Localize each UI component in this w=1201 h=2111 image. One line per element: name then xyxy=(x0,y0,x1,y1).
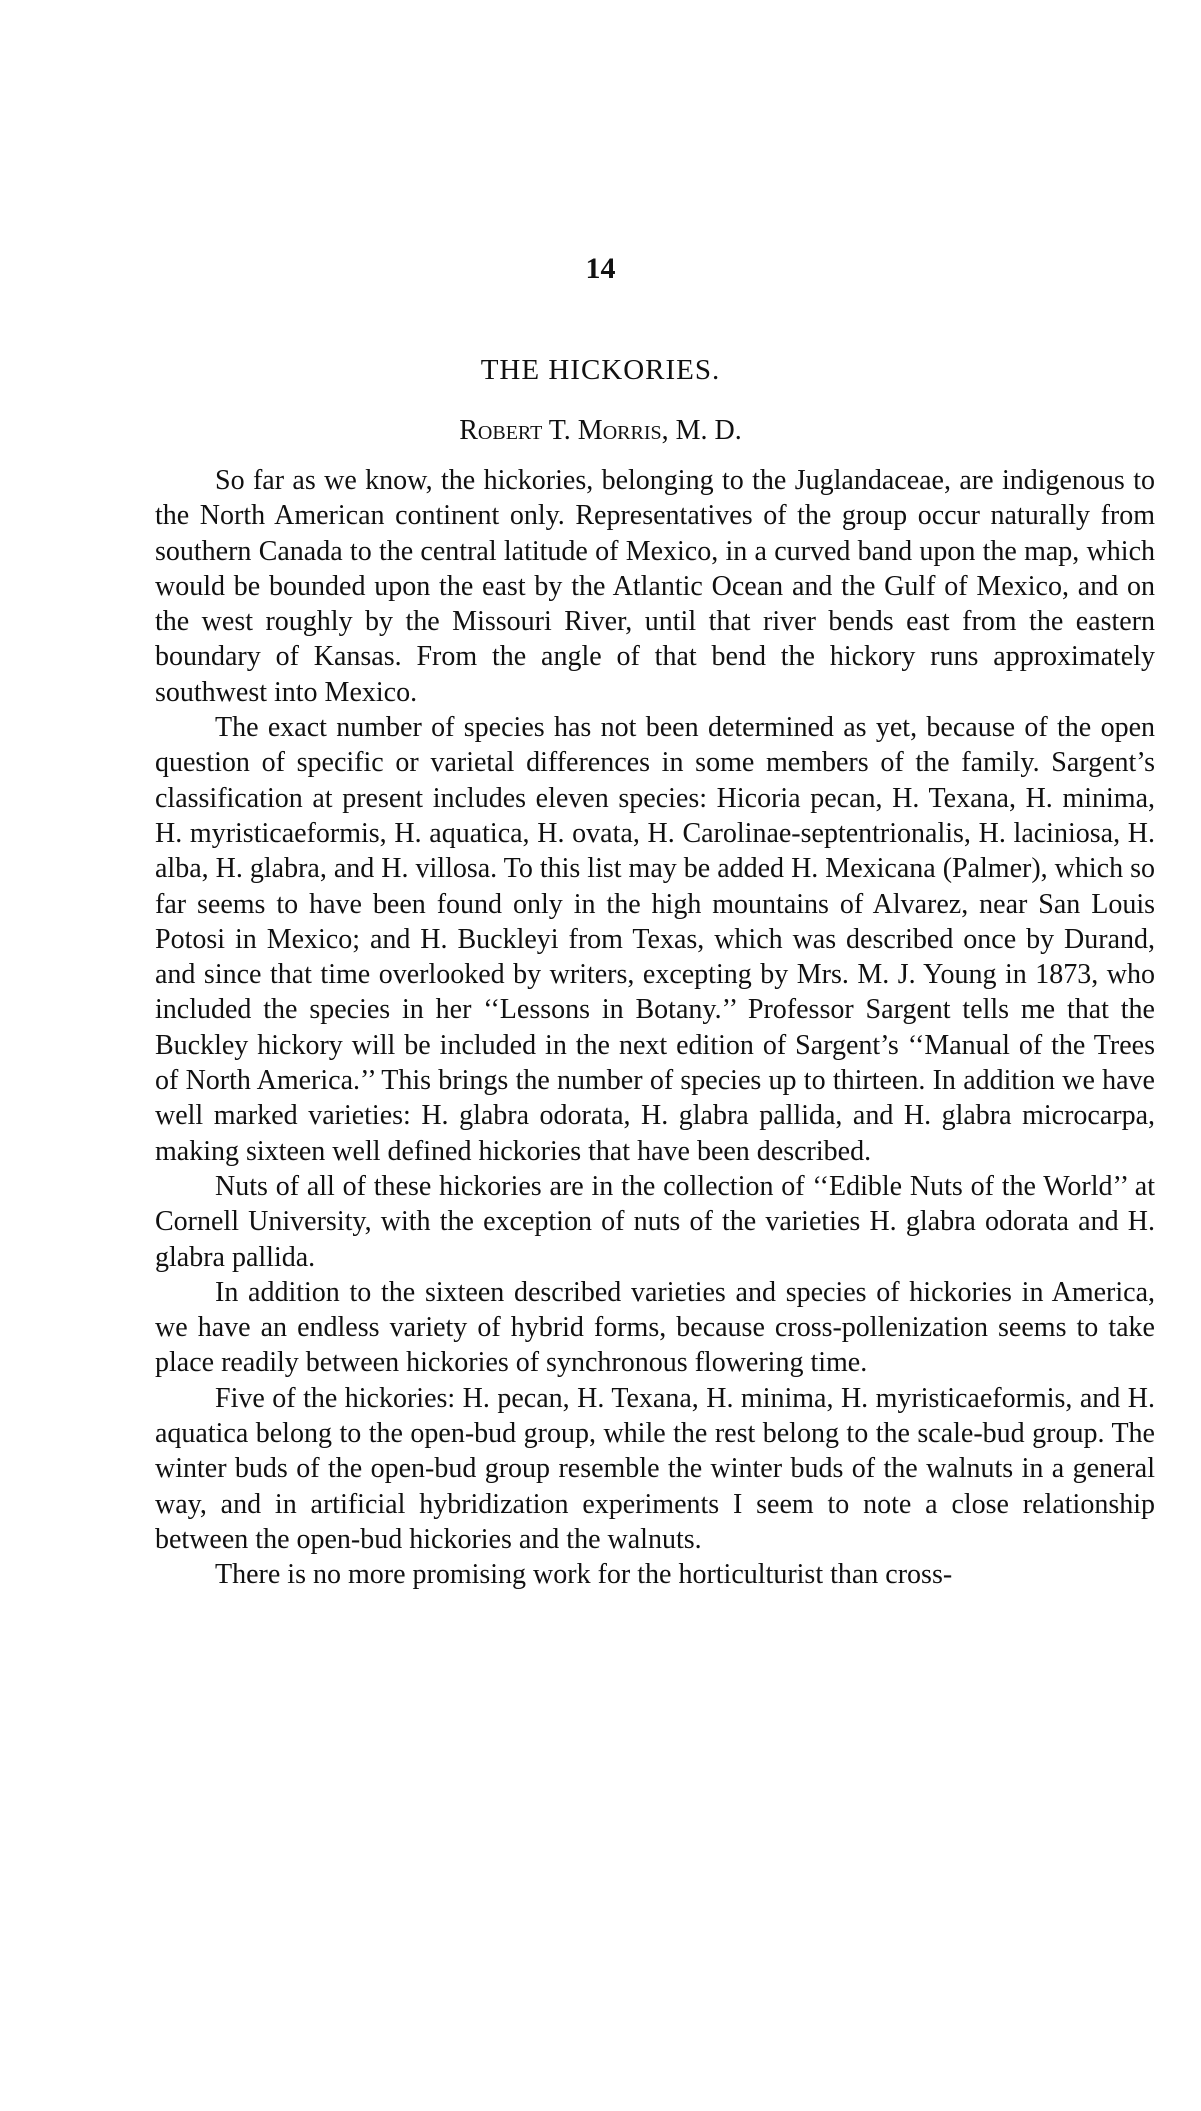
article-title: THE HICKORIES. xyxy=(480,354,721,386)
article-author: Robert T. Morris, M. D. xyxy=(459,415,742,446)
paragraph: The exact number of species has not been determined as yet, because of the open question of specific or varietal differences in some members of the family. Sargent’s classification at present includes eleven species: Hicoria pecan, H. Texana, H. minima, H. myristicaeformis, H. aquatica, H. ovata, H. Carolinae-septentrionalis, H. laciniosa, H. alba, H. glabra, and H. villosa. To this list may be added H. Mexicana (Palmer), which so far seems to have been found only in the high mountains of Alvarez, near San Louis Potosi in Mexico; and H. Buckleyi from Texas, which was described once by Durand, and since that time overlooked by writers, excepting by Mrs. M. J. Young in 1873, who included the species in her ‘‘Lessons in Botany.’’ Professor Sargent tells me that the Buckley hickory will be included in the next edition of Sargent’s ‘‘Manual of the Trees of North America.’’ This brings the number of species up to thirteen. In addition we have well marked varieties: H. glabra odorata, H. glabra pallida, and H. glabra microcarpa, making sixteen well defined hickories that have been described. xyxy=(155,712,1155,1167)
page-number: 14 xyxy=(585,252,616,285)
paragraph: There is no more promising work for the horticulturist than cross- xyxy=(215,1559,953,1591)
paragraph: In addition to the sixteen described varieties and species of hickories in America, we have an endless variety of hybrid forms, because cross-pollenization seems to take place readily between hickories of synchronous flowering time. xyxy=(155,1276,1155,1379)
paragraph: Five of the hickories: H. pecan, H. Texana, H. minima, H. myristicaeformis, and H. aquatica belong to the open-bud group, while the rest belong to the scale-bud group. The winter buds of the open-bud group resemble the winter buds of the walnuts in a general way, and in artificial hybridization experiments I seem to note a close relationship between the open-bud hickories and the walnuts. xyxy=(155,1382,1155,1555)
paragraph: Nuts of all of these hickories are in the collection of ‘‘Edible Nuts of the World’’ at Cornell University, with the exception of nuts of the varieties H. glabra odorata and H. glabra pallida. xyxy=(155,1170,1155,1273)
article-body xyxy=(155,463,1155,1593)
paragraph: So far as we know, the hickories, belonging to the Juglandaceae, are indigenous to the North American continent only. Representatives of the group occur naturally from southern Canada to the central latitude of Mexico, in a curved band upon the map, which would be bounded upon the east by the Atlantic Ocean and the Gulf of Mexico, and on the west roughly by the Missouri River, until that river bends east from the eastern boundary of Kansas. From the angle of that bend the hickory runs approximately southwest into Mexico. xyxy=(155,465,1155,708)
